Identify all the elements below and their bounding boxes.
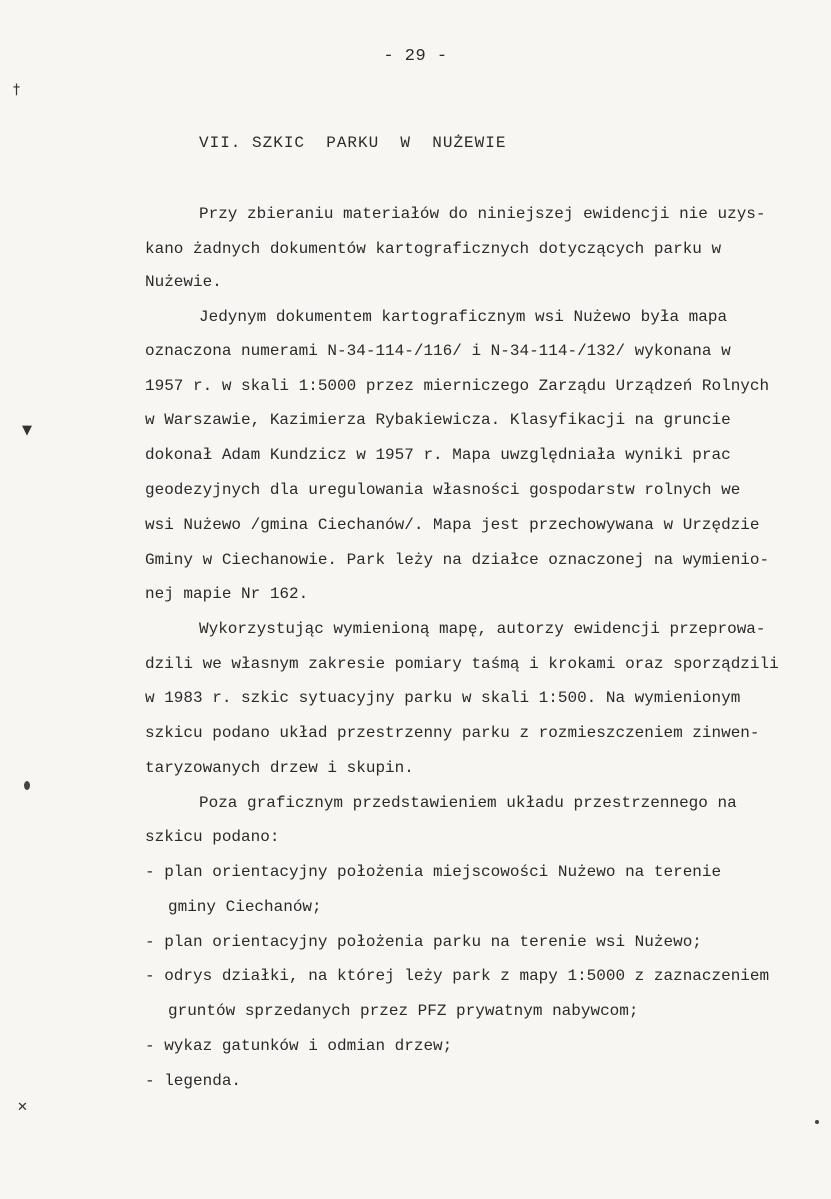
paragraph-line: Przy zbieraniu materiałów do niniejszej ewidencji nie uzys- xyxy=(199,205,766,223)
list-item: - plan orientacyjny położenia miejscowości Nużewo na terenie xyxy=(145,863,722,881)
paragraph-line: oznaczona numerami N-34-114-/116/ i N-34-114-/132/ wykonana w xyxy=(145,342,731,360)
paragraph-line: geodezyjnych dla uregulowania własności gospodarstw rolnych we xyxy=(145,481,741,499)
margin-mark xyxy=(815,1120,819,1124)
margin-mark: † xyxy=(13,82,20,98)
paragraph-line: nej mapie Nr 162. xyxy=(145,585,309,603)
list-item: - legenda. xyxy=(145,1072,242,1090)
list-item: - plan orientacyjny położenia parku na terenie wsi Nużewo; xyxy=(145,933,702,951)
paragraph-line: w 1983 r. szkic sytuacyjny parku w skali 1:500. Na wymienionym xyxy=(145,689,741,707)
paragraph-line: w Warszawie, Kazimierza Rybakiewicza. Klasyfikacji na gruncie xyxy=(145,411,731,429)
paragraph-line: Jedynym dokumentem kartograficznym wsi Nużewo była mapa xyxy=(199,308,728,326)
paragraph-line: dokonał Adam Kundzicz w 1957 r. Mapa uwzględniała wyniki prac xyxy=(145,446,731,464)
paragraph-line: Wykorzystując wymienioną mapę, autorzy ewidencji przeprowa- xyxy=(199,620,766,638)
paragraph-line: Gminy w Ciechanowie. Park leży na działce oznaczonej na wymienio- xyxy=(145,551,770,569)
margin-mark xyxy=(24,781,30,790)
paragraph-line: 1957 r. w skali 1:5000 przez mierniczego Zarządu Urządzeń Rolnych xyxy=(145,377,770,395)
paragraph-line: dzili we własnym zakresie pomiary taśmą i krokami oraz sporządzili xyxy=(145,655,779,673)
paragraph-line: szkicu podano: xyxy=(145,828,280,846)
list-item: - odrys działki, na której leży park z mapy 1:5000 z zaznaczeniem xyxy=(145,967,770,985)
paragraph-line: Poza graficznym przedstawieniem układu przestrzennego na xyxy=(199,794,737,812)
list-item-continuation: gruntów sprzedanych przez PFZ prywatnym nabywcom; xyxy=(168,1002,639,1020)
paragraph-line: wsi Nużewo /gmina Ciechanów/. Mapa jest przechowywana w Urzędzie xyxy=(145,516,760,534)
paragraph-line: szkicu podano układ przestrzenny parku z rozmieszczeniem zinwen- xyxy=(145,724,760,742)
list-item: - wykaz gatunków i odmian drzew; xyxy=(145,1037,453,1055)
margin-mark: ✕ xyxy=(17,1100,28,1115)
paragraph-line: taryzowanych drzew i skupin. xyxy=(145,759,414,777)
list-item-continuation: gminy Ciechanów; xyxy=(168,898,322,916)
paragraph-line: Nużewie. xyxy=(145,273,222,291)
margin-mark: ▼ xyxy=(22,423,32,438)
paragraph-line: kano żadnych dokumentów kartograficznych dotyczących parku w xyxy=(145,240,722,258)
page-number: - 29 - xyxy=(383,47,448,66)
section-heading: VII. SZKIC PARKU W NUŻEWIE xyxy=(199,134,507,152)
